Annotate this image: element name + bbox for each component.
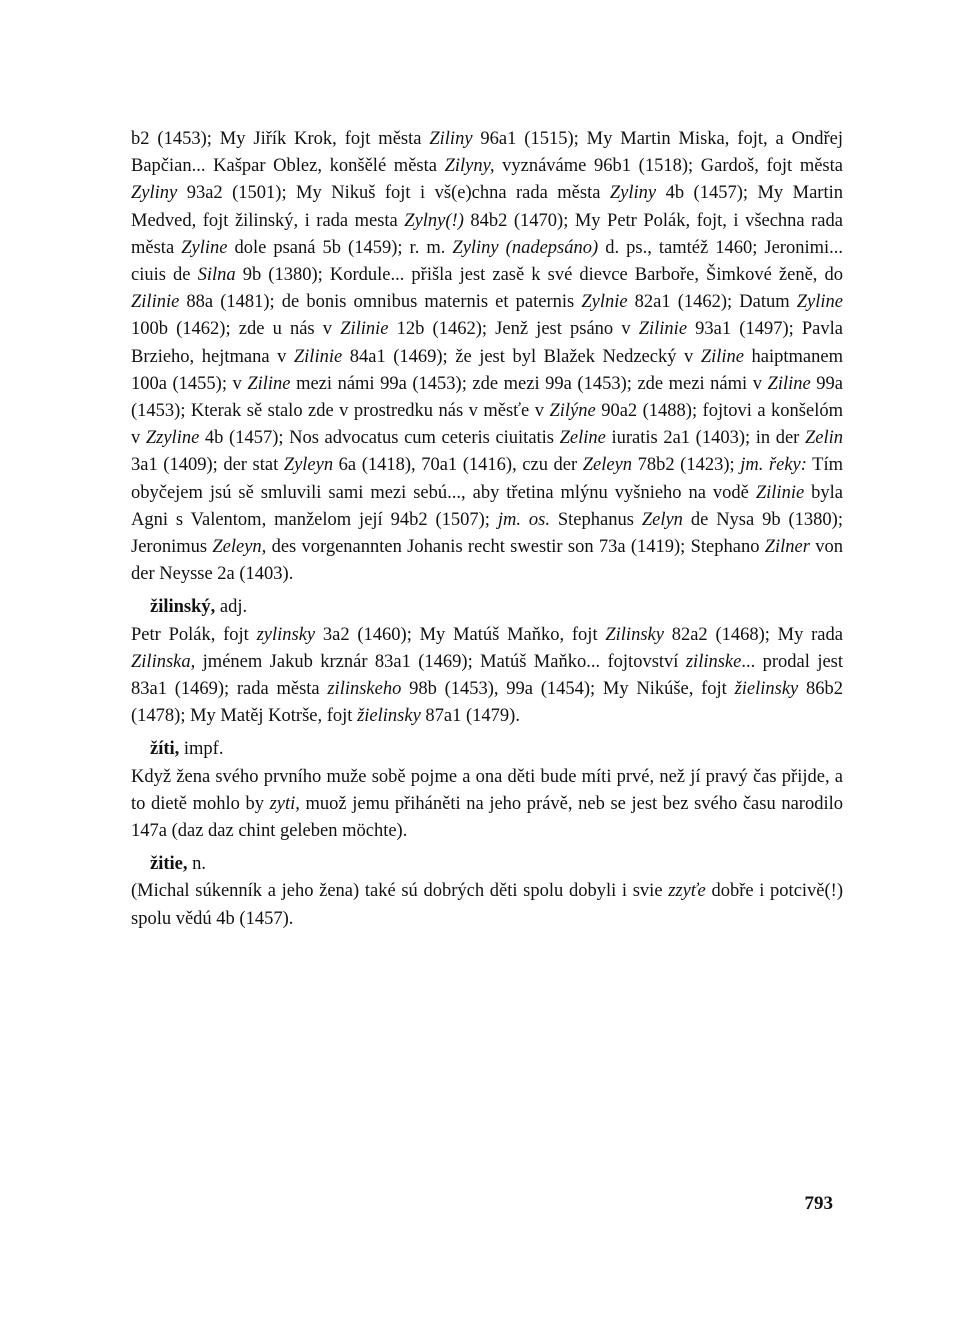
text-run: 100b (1462); zde u nás v (131, 319, 341, 340)
italic-form: Zyliny (131, 183, 178, 204)
text-run: 99a (1453); Kterak sě stalo zde v prostredku nás v měsťe v (131, 373, 843, 422)
headword: žilinský, (150, 597, 216, 618)
text-run: 82a1 (1462); Datum (627, 292, 797, 313)
text-run: de Nysa 9b (1380); Jeronimus (131, 509, 843, 558)
italic-form: Zilinie (293, 346, 343, 367)
headword: žíti, (150, 739, 180, 760)
text-run: 98b (1453), 99a (1454); My Nikúše, fojt (401, 679, 735, 700)
text-run: byla Agni s Valentom, manželom její 94b2 (1507); (131, 482, 843, 530)
italic-form: Zelin (804, 428, 843, 449)
entry-body (131, 764, 843, 846)
italic-form: Zylny(!) (404, 210, 464, 231)
grammar-label: n. (187, 854, 206, 875)
text-run: 84b2 (1470); My Petr Polák, fojt, i všechna rada města (131, 210, 843, 258)
text-run: 6a (1418), 70a1 (1416), czu der (333, 455, 583, 476)
text-run: dole psaná 5b (1459); r. m. (227, 237, 453, 258)
entry-headword (131, 851, 843, 878)
italic-form: Zeleyn, (212, 537, 267, 558)
text-run: 87a1 (1479). (420, 706, 520, 727)
page-text-block (131, 126, 843, 933)
italic-form: Zilinska, (131, 651, 196, 672)
italic-form: Zilýne (549, 401, 596, 422)
text-run: Když žena svého prvního muže sobě pojme a ona děti bude míti prvé, než jí pravý čas přijde, a to dietě mohlo by (131, 766, 843, 814)
text-run: 82a2 (1468); My rada (663, 624, 843, 645)
italic-form: Ziline (247, 373, 291, 394)
text-run: Tím obyčejem jsú sě smluvili sami mezi sebú..., aby třetina mlýnu vyšnieho na vodě (131, 455, 843, 503)
text-run: Petr Polák, fojt (131, 624, 257, 645)
italic-form: Ziline (767, 373, 811, 394)
text-run: haiptmanem 100a (1455); v (131, 346, 843, 394)
italic-form: Zyliny (609, 183, 657, 204)
headword: žitie, (150, 854, 188, 875)
italic-form: Ziline (700, 346, 744, 367)
text-run: 3a2 (1460); My Matúš Maňko, fojt (315, 624, 606, 645)
italic-form: žielinsky (357, 706, 421, 727)
italic-form: zilinske (685, 651, 742, 672)
italic-form: Zeline (559, 428, 606, 449)
text-run: b2 (1453); My Jiřík Krok, fojt města (131, 129, 430, 149)
italic-form: jm. os. (497, 509, 550, 530)
entry-headword (131, 594, 843, 621)
italic-form: Zilinie (638, 319, 688, 340)
italic-form: Zilinie (755, 482, 805, 503)
text-run: vyznáváme 96b1 (1518); Gardoš, fojt města (494, 156, 843, 177)
text-run: 12b (1462); Jenž jest psáno v (388, 319, 639, 340)
grammar-label: adj. (215, 597, 248, 618)
italic-form: Zyline (181, 237, 228, 258)
italic-form: Zilyny, (444, 156, 495, 177)
italic-form: Zzyline (145, 428, 200, 449)
text-run: 88a (1481); de bonis omnibus maternis et paternis (179, 292, 582, 313)
entry-body (131, 622, 843, 731)
italic-form: Zilinie (340, 319, 389, 340)
text-run: 4b (1457); Nos advocatus cum ceteris ciuitatis (199, 428, 560, 449)
italic-form: Zeleyn (582, 455, 633, 476)
text-run: 93a2 (1501); My Nikuš fojt i vš(e)chna rada města (177, 183, 610, 204)
text-run: muož jemu přiháněti na jeho právě, neb se jest bez svého času narodilo 147a (daz daz chint geleben möchte). (131, 793, 843, 842)
text-run: 90a2 (1488); fojtovi a konšelóm v (131, 401, 843, 449)
text-run: ... prodal jest 83a1 (1469); rada města (131, 651, 844, 700)
italic-form: Zylnie (581, 292, 628, 313)
text-run: von der Neysse 2a (1403). (131, 537, 844, 585)
entry-body (131, 878, 843, 932)
italic-form: zzyťe (668, 881, 706, 902)
italic-form: Zyleyn (283, 455, 334, 476)
text-run: 86b2 (1478); My Matěj Kotrše, fojt (131, 679, 844, 727)
text-run: d. ps., tamtéž 1460; Jeronimi... ciuis de (131, 237, 843, 286)
italic-form: zylinsky (256, 624, 316, 645)
text-run: 3a1 (1409); der stat (131, 455, 284, 476)
text-run: jménem Jakub krznár 83a1 (1469); Matúš Maňko... fojtovství (195, 651, 686, 672)
text-run: 4b (1457); My Martin Medved, fojt žilinský, i rada mesta (131, 183, 843, 231)
text-run: 78b2 (1423); (632, 455, 741, 476)
italic-form: žielinsky (734, 679, 799, 700)
italic-form: Zyline (796, 292, 843, 313)
entry-headword (131, 736, 843, 763)
text-run: iuratis 2a1 (1403); in der (605, 428, 805, 449)
italic-form: Zilinie (131, 292, 180, 313)
intro-paragraph (131, 126, 843, 588)
text-run: mezi námi 99a (1453); zde mezi 99a (1453); zde mezi námi v (290, 373, 768, 394)
italic-form: Silna (197, 265, 236, 286)
text-run: (Michal súkenník a jeho žena) také sú dobrých děti spolu dobyli i svie (131, 881, 669, 902)
page-number: 793 (804, 1193, 833, 1214)
grammar-label: impf. (179, 739, 224, 760)
italic-form: Zilinsky (605, 624, 664, 645)
italic-form: Zilner (764, 537, 810, 558)
text-run: dobře i potcivě(!) spolu vědú 4b (1457). (131, 881, 843, 929)
italic-form: zyti, (269, 793, 300, 814)
italic-form: jm. řeky: (740, 455, 807, 476)
text-run: 84a1 (1469); že jest byl Blažek Nedzecký v (342, 346, 701, 367)
italic-form: Ziliny (429, 129, 473, 149)
text-run: 96a1 (1515); My Martin Miska, fojt, a Ondřej Bapčian... Kašpar Oblez, konšělé města (131, 129, 843, 177)
text-run: Stephanus (549, 509, 642, 530)
text-run: 9b (1380); Kordule... přišla jest zasě k své dievce Barboře, Šimkové ženě, do (235, 265, 843, 286)
italic-form: Zyliny (nadepsáno) (452, 237, 599, 258)
text-run: des vorgenannten Johanis recht swestir son 73a (1419); Stephano (266, 537, 765, 558)
italic-form: zilinskeho (327, 679, 402, 700)
italic-form: Zelyn (641, 509, 683, 530)
text-run: 93a1 (1497); Pavla Brzieho, hejtmana v (131, 319, 843, 367)
